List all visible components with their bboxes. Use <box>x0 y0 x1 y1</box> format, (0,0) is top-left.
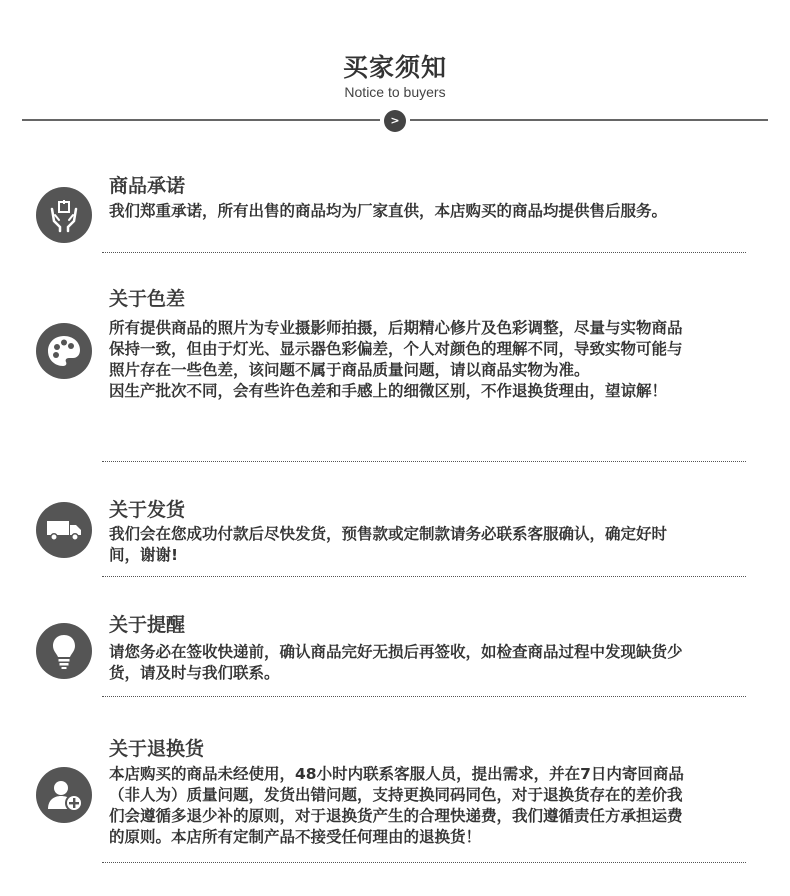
section-divider <box>102 576 746 577</box>
section-divider <box>102 696 746 697</box>
section-paragraph: 请您务必在签收快递前，确认商品完好无损后再签收，如检查商品过程中发现缺货少货，请及时与我们联系。 <box>109 643 683 682</box>
page-title: 买家须知 <box>342 53 447 82</box>
divider-left <box>22 119 380 121</box>
section-body <box>109 764 694 848</box>
section-paragraph: 所有提供商品的照片为专业摄影师拍摄，后期精心修片及色彩调整，尽量与实物商品保持一致，但由于灯光、显示器色彩偏差，个人对颜色的理解不同，导致实物可能与照片存在一些色差，该问题不属于商品质量问题，请以商品实物为准。 <box>109 319 683 379</box>
section-body <box>109 318 694 402</box>
user-add-icon <box>36 767 92 823</box>
divider-right <box>410 119 768 121</box>
section-body <box>109 524 694 566</box>
page-subtitle: Notice to buyers <box>344 84 446 100</box>
header <box>0 0 790 140</box>
section-divider <box>102 862 746 863</box>
section-title: 关于色差 <box>109 288 186 310</box>
section-title: 商品承诺 <box>109 175 186 197</box>
section-paragraph: 我们郑重承诺，所有出售的商品均为厂家直供，本店购买的商品均提供售后服务。 <box>109 202 668 220</box>
section-divider <box>102 252 746 253</box>
section-paragraph: 因生产批次不同，会有些许色差和手感上的细微区别，不作退换货理由，望谅解！ <box>109 382 668 400</box>
section-divider <box>102 461 746 462</box>
truck-icon <box>36 502 92 558</box>
section-title: 关于提醒 <box>109 614 186 636</box>
section-body <box>109 201 694 222</box>
section-paragraph: 本店购买的商品未经使用，48小时内联系客服人员，提出需求，并在7日内寄回商品（非人为）质量问题，发货出错问题，支持更换同码同色，对于退换货存在的差价我们会遵循多退少补的原则，对于退换货产生的合理快递费，我们遵循责任方承担运费的原则。本店所有定制产品不接受任何理由的退换货！ <box>109 765 684 846</box>
section-paragraph: 我们会在您成功付款后尽快发货，预售款或定制款请务必联系客服确认，确定好时间，谢谢! <box>109 525 668 564</box>
divider-chevron-icon: > <box>384 110 406 132</box>
section-body <box>109 642 694 684</box>
palette-icon <box>36 323 92 379</box>
hands-package-icon <box>36 187 92 243</box>
section-title: 关于退换货 <box>109 738 205 760</box>
section-title: 关于发货 <box>109 499 186 521</box>
lightbulb-icon <box>36 623 92 679</box>
